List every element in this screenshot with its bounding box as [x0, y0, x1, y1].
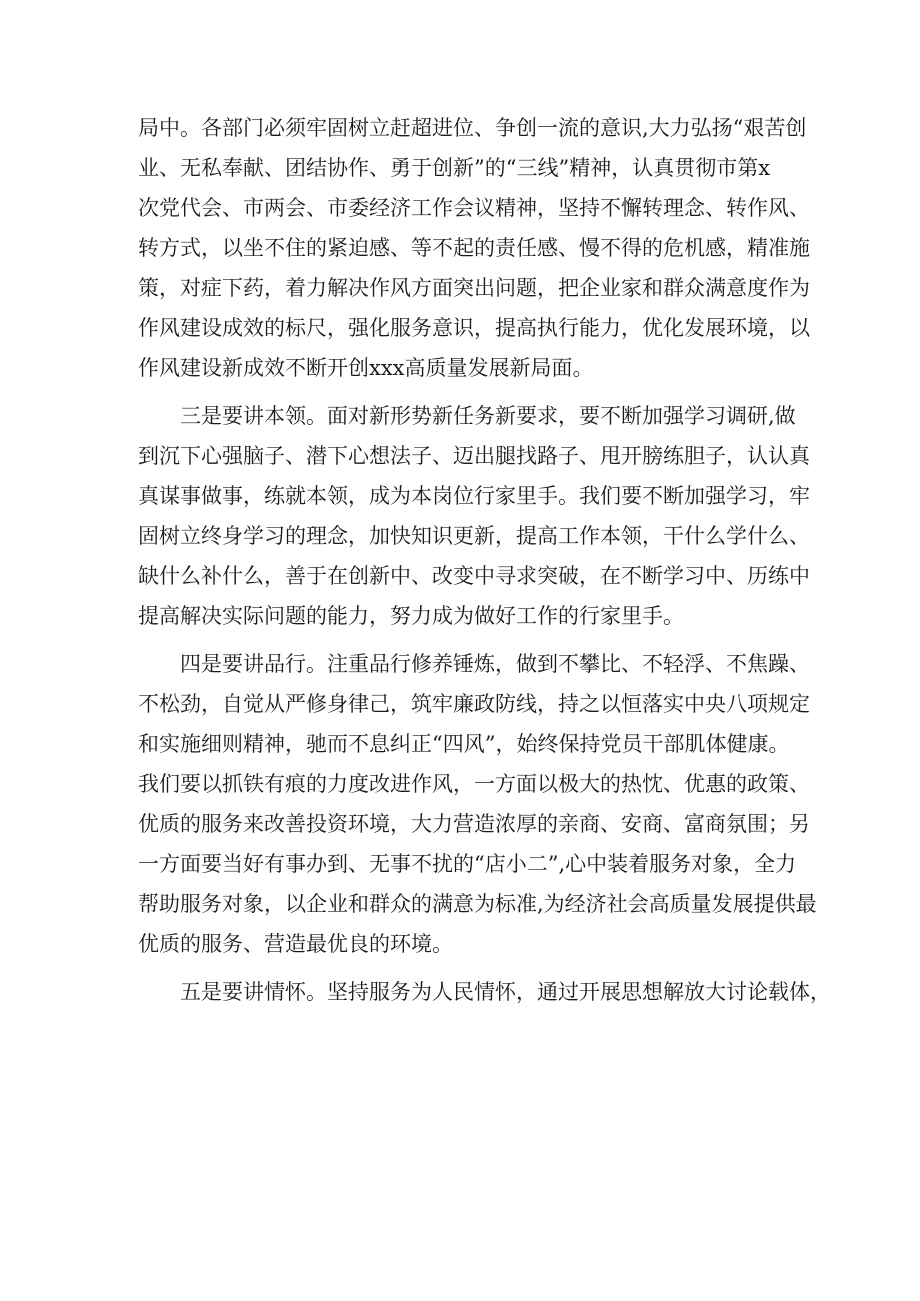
paragraph-style-construction [138, 108, 810, 388]
text-line: 策，对症下药，着力解决作风方面突出问题，把企业家和群众满意度作为 [138, 276, 810, 300]
text-line: 优质的服务、营造最优良的环境。 [138, 932, 453, 956]
text-line: 转方式，以坐不住的紧迫感、等不起的责任感、慢不得的危机感，精准施 [138, 236, 810, 260]
text-line: 四是要讲品行。注重品行修养锤炼，做到不攀比、不轻浮、不焦躁、 [180, 652, 810, 676]
text-line: 局中。各部门必须牢固树立赶超进位、争创一流的意识,大力弘扬“艰苦创 [138, 116, 807, 140]
text-line: 三是要讲本领。面对新形势新任务新要求，要不断加强学习调研,做 [180, 404, 796, 428]
paragraph-sentiment [138, 972, 831, 1012]
text-line: 作风建设新成效不断开创xxx高质量发展新局面。 [138, 356, 594, 380]
text-line: 帮助服务对象，以企业和群众的满意为标准,为经济社会高质量发展提供最 [138, 892, 817, 916]
document-body [138, 108, 831, 1020]
text-line: 业、无私奉献、团结协作、勇于创新”的“三线”精神，认真贯彻市第x [138, 156, 771, 180]
text-line: 缺什么补什么，善于在创新中、改变中寻求突破，在不断学习中、历练中 [138, 564, 810, 588]
text-line: 和实施细则精神，驰而不息纠正“四风”，始终保持党员干部肌体健康。 [138, 732, 790, 756]
text-line: 优质的服务来改善投资环境，大力营造浓厚的亲商、安商、富商氛围；另 [138, 812, 810, 836]
text-line: 作风建设成效的标尺，强化服务意识，提高执行能力，优化发展环境，以 [138, 316, 810, 340]
paragraph-skills [138, 396, 810, 636]
paragraph-conduct [138, 644, 817, 964]
text-line: 到沉下心强脑子、潜下心想法子、迈出腿找路子、甩开膀练胆子，认认真 [138, 444, 810, 468]
text-line: 不松劲，自觉从严修身律己，筑牢廉政防线，持之以恒落实中央八项规定 [138, 692, 810, 716]
text-line: 五是要讲情怀。坚持服务为人民情怀，通过开展思想解放大讨论载体， [180, 980, 831, 1004]
text-line: 我们要以抓铁有痕的力度改进作风，一方面以极大的热忱、优惠的政策、 [138, 772, 810, 796]
text-line: 固树立终身学习的理念，加快知识更新，提高工作本领，干什么学什么、 [138, 524, 810, 548]
text-line: 次党代会、市两会、市委经济工作会议精神，坚持不懈转理念、转作风、 [138, 196, 810, 220]
text-line: 一方面要当好有事办到、无事不扰的“店小二”,心中装着服务对象，全力 [138, 852, 797, 876]
text-line: 真谋事做事，练就本领，成为本岗位行家里手。我们要不断加强学习，牢 [138, 484, 810, 508]
text-line: 提高解决实际问题的能力，努力成为做好工作的行家里手。 [138, 604, 684, 628]
